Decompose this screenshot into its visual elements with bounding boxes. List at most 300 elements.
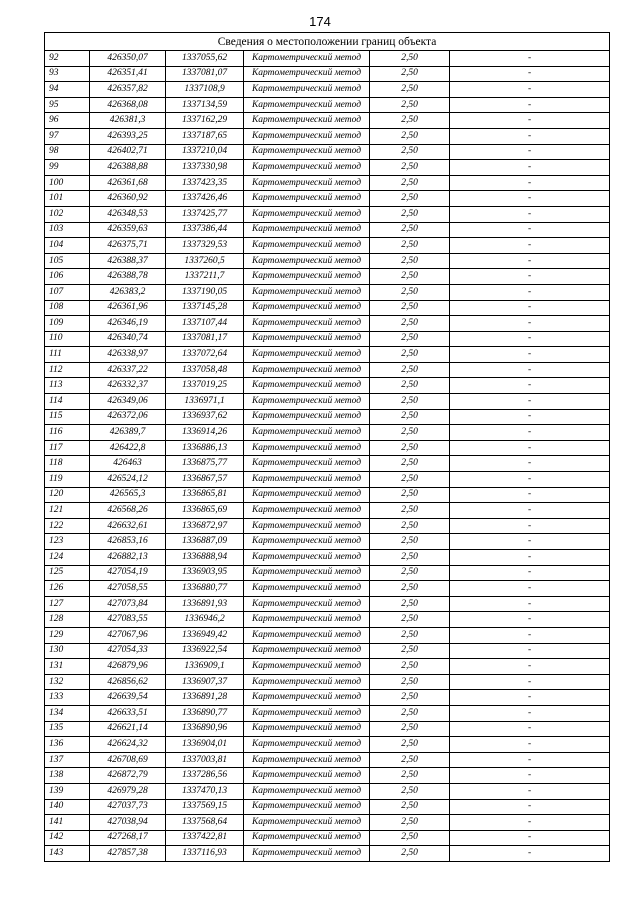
cell-description: - [450,113,610,129]
cell-method: Картометрический метод [244,66,370,82]
cell-y: 1337072,64 [166,347,244,363]
cell-description: - [450,721,610,737]
cell-point: 126 [45,581,90,597]
table-body [45,33,610,862]
cell-description: - [450,815,610,831]
cell-y: 1337386,44 [166,222,244,238]
cell-x: 427067,96 [90,627,166,643]
cell-y: 1337134,59 [166,97,244,113]
cell-accuracy: 2,50 [370,643,450,659]
table-title-row [45,33,610,51]
cell-method: Картометрический метод [244,331,370,347]
cell-y: 1336865,69 [166,503,244,519]
cell-y: 1337425,77 [166,206,244,222]
cell-x: 426350,07 [90,51,166,67]
cell-x: 426351,41 [90,66,166,82]
cell-x: 426853,16 [90,534,166,550]
cell-description: - [450,347,610,363]
cell-point: 107 [45,284,90,300]
cell-x: 426375,71 [90,238,166,254]
cell-method: Картометрический метод [244,518,370,534]
cell-x: 426633,51 [90,705,166,721]
cell-accuracy: 2,50 [370,82,450,98]
cell-method: Картометрический метод [244,550,370,566]
cell-y: 1336907,37 [166,674,244,690]
cell-method: Картометрический метод [244,238,370,254]
cell-y: 1336891,28 [166,690,244,706]
cell-method: Картометрический метод [244,253,370,269]
cell-point: 121 [45,503,90,519]
cell-description: - [450,783,610,799]
table-row [45,160,610,176]
cell-description: - [450,144,610,160]
cell-accuracy: 2,50 [370,284,450,300]
cell-description: - [450,737,610,753]
cell-description: - [450,643,610,659]
cell-point: 106 [45,269,90,285]
table-title: Сведения о местоположении границ объекта [45,33,610,51]
cell-y: 1336888,94 [166,550,244,566]
cell-x: 426565,3 [90,487,166,503]
cell-y: 1336891,93 [166,596,244,612]
cell-x: 426338,97 [90,347,166,363]
cell-point: 130 [45,643,90,659]
cell-accuracy: 2,50 [370,160,450,176]
cell-accuracy: 2,50 [370,783,450,799]
cell-description: - [450,534,610,550]
table-row [45,768,610,784]
cell-accuracy: 2,50 [370,705,450,721]
cell-point: 111 [45,347,90,363]
cell-x: 426872,79 [90,768,166,784]
cell-method: Картометрический метод [244,82,370,98]
cell-accuracy: 2,50 [370,394,450,410]
cell-x: 426388,88 [90,160,166,176]
cell-accuracy: 2,50 [370,409,450,425]
cell-method: Картометрический метод [244,643,370,659]
cell-accuracy: 2,50 [370,300,450,316]
table-row [45,316,610,332]
cell-x: 426632,61 [90,518,166,534]
cell-accuracy: 2,50 [370,534,450,550]
cell-accuracy: 2,50 [370,144,450,160]
table-row [45,253,610,269]
cell-point: 97 [45,128,90,144]
cell-y: 1336937,62 [166,409,244,425]
cell-point: 94 [45,82,90,98]
cell-y: 1336971,1 [166,394,244,410]
cell-method: Картометрический метод [244,752,370,768]
cell-method: Картометрический метод [244,409,370,425]
table-row [45,830,610,846]
cell-point: 119 [45,472,90,488]
cell-point: 93 [45,66,90,82]
cell-method: Картометрический метод [244,440,370,456]
cell-description: - [450,768,610,784]
cell-accuracy: 2,50 [370,66,450,82]
table-row [45,97,610,113]
cell-method: Картометрический метод [244,534,370,550]
cell-description: - [450,128,610,144]
cell-method: Картометрический метод [244,300,370,316]
cell-x: 426340,74 [90,331,166,347]
cell-accuracy: 2,50 [370,472,450,488]
cell-point: 99 [45,160,90,176]
cell-description: - [450,550,610,566]
table-row [45,144,610,160]
cell-y: 1336875,77 [166,456,244,472]
cell-point: 140 [45,799,90,815]
cell-x: 426361,96 [90,300,166,316]
cell-y: 1336872,97 [166,518,244,534]
cell-x: 427857,38 [90,846,166,862]
cell-method: Картометрический метод [244,690,370,706]
cell-method: Картометрический метод [244,596,370,612]
cell-method: Картометрический метод [244,269,370,285]
cell-point: 116 [45,425,90,441]
cell-description: - [450,830,610,846]
cell-y: 1337145,28 [166,300,244,316]
cell-point: 101 [45,191,90,207]
cell-point: 124 [45,550,90,566]
cell-description: - [450,846,610,862]
cell-description: - [450,222,610,238]
cell-description: - [450,440,610,456]
table-row [45,815,610,831]
table-row [45,752,610,768]
cell-x: 426568,26 [90,503,166,519]
cell-y: 1337329,53 [166,238,244,254]
table-row [45,409,610,425]
cell-x: 427058,55 [90,581,166,597]
cell-description: - [450,565,610,581]
cell-point: 134 [45,705,90,721]
cell-point: 129 [45,627,90,643]
cell-point: 143 [45,846,90,862]
table-row [45,596,610,612]
cell-y: 1336865,81 [166,487,244,503]
cell-description: - [450,472,610,488]
table-row [45,51,610,67]
cell-y: 1337162,29 [166,113,244,129]
cell-method: Картометрический метод [244,144,370,160]
cell-point: 117 [45,440,90,456]
cell-x: 426979,28 [90,783,166,799]
cell-method: Картометрический метод [244,113,370,129]
table-row [45,846,610,862]
cell-accuracy: 2,50 [370,113,450,129]
cell-method: Картометрический метод [244,51,370,67]
cell-y: 1337423,35 [166,175,244,191]
cell-method: Картометрический метод [244,737,370,753]
cell-y: 1337108,9 [166,82,244,98]
cell-x: 426361,68 [90,175,166,191]
cell-method: Картометрический метод [244,284,370,300]
cell-description: - [450,269,610,285]
cell-point: 139 [45,783,90,799]
cell-method: Картометрический метод [244,565,370,581]
cell-accuracy: 2,50 [370,690,450,706]
cell-description: - [450,175,610,191]
table-row [45,347,610,363]
cell-x: 426348,53 [90,206,166,222]
cell-accuracy: 2,50 [370,51,450,67]
cell-x: 426879,96 [90,659,166,675]
cell-method: Картометрический метод [244,362,370,378]
cell-x: 427037,73 [90,799,166,815]
cell-point: 127 [45,596,90,612]
cell-point: 92 [45,51,90,67]
cell-point: 131 [45,659,90,675]
table-row [45,331,610,347]
cell-y: 1336886,13 [166,440,244,456]
table-row [45,518,610,534]
cell-method: Картометрический метод [244,659,370,675]
cell-y: 1337187,65 [166,128,244,144]
cell-description: - [450,596,610,612]
table-row [45,581,610,597]
cell-accuracy: 2,50 [370,425,450,441]
cell-y: 1337055,62 [166,51,244,67]
cell-description: - [450,51,610,67]
cell-x: 426422,8 [90,440,166,456]
cell-x: 426463 [90,456,166,472]
table-row [45,472,610,488]
cell-x: 427038,94 [90,815,166,831]
cell-method: Картометрический метод [244,627,370,643]
cell-description: - [450,300,610,316]
table-row [45,269,610,285]
cell-method: Картометрический метод [244,175,370,191]
cell-method: Картометрический метод [244,487,370,503]
cell-accuracy: 2,50 [370,550,450,566]
cell-accuracy: 2,50 [370,846,450,862]
cell-x: 426357,82 [90,82,166,98]
table-row [45,627,610,643]
cell-method: Картометрический метод [244,830,370,846]
table-row [45,175,610,191]
cell-x: 427073,84 [90,596,166,612]
cell-description: - [450,97,610,113]
cell-description: - [450,674,610,690]
cell-method: Картометрический метод [244,705,370,721]
table-row [45,113,610,129]
cell-description: - [450,581,610,597]
cell-x: 426349,06 [90,394,166,410]
cell-description: - [450,378,610,394]
cell-x: 426856,62 [90,674,166,690]
cell-accuracy: 2,50 [370,503,450,519]
cell-point: 123 [45,534,90,550]
cell-description: - [450,409,610,425]
cell-y: 1337019,25 [166,378,244,394]
cell-description: - [450,690,610,706]
cell-description: - [450,425,610,441]
cell-accuracy: 2,50 [370,362,450,378]
cell-x: 426389,7 [90,425,166,441]
cell-point: 137 [45,752,90,768]
cell-y: 1337569,15 [166,799,244,815]
cell-accuracy: 2,50 [370,191,450,207]
table-row [45,284,610,300]
table-row [45,705,610,721]
cell-accuracy: 2,50 [370,674,450,690]
cell-method: Картометрический метод [244,768,370,784]
cell-y: 1336890,96 [166,721,244,737]
cell-y: 1337470,13 [166,783,244,799]
cell-method: Картометрический метод [244,316,370,332]
cell-description: - [450,503,610,519]
cell-accuracy: 2,50 [370,721,450,737]
cell-point: 133 [45,690,90,706]
cell-x: 426402,71 [90,144,166,160]
cell-accuracy: 2,50 [370,222,450,238]
cell-y: 1337260,5 [166,253,244,269]
cell-accuracy: 2,50 [370,752,450,768]
cell-point: 132 [45,674,90,690]
cell-x: 426381,3 [90,113,166,129]
cell-point: 122 [45,518,90,534]
cell-accuracy: 2,50 [370,253,450,269]
table-row [45,238,610,254]
cell-method: Картометрический метод [244,222,370,238]
cell-description: - [450,659,610,675]
cell-accuracy: 2,50 [370,347,450,363]
cell-x: 426337,22 [90,362,166,378]
cell-x: 426359,63 [90,222,166,238]
cell-x: 427268,17 [90,830,166,846]
table-row [45,643,610,659]
cell-point: 96 [45,113,90,129]
table-row [45,659,610,675]
cell-accuracy: 2,50 [370,378,450,394]
table-row [45,378,610,394]
cell-x: 426621,14 [90,721,166,737]
cell-description: - [450,362,610,378]
cell-accuracy: 2,50 [370,768,450,784]
cell-point: 103 [45,222,90,238]
cell-y: 1337116,93 [166,846,244,862]
cell-point: 113 [45,378,90,394]
table-row [45,612,610,628]
cell-description: - [450,799,610,815]
cell-x: 427054,33 [90,643,166,659]
cell-accuracy: 2,50 [370,518,450,534]
cell-x: 426372,06 [90,409,166,425]
cell-point: 118 [45,456,90,472]
cell-method: Картометрический метод [244,128,370,144]
cell-point: 100 [45,175,90,191]
cell-method: Картометрический метод [244,581,370,597]
cell-y: 1336880,77 [166,581,244,597]
cell-accuracy: 2,50 [370,487,450,503]
cell-point: 128 [45,612,90,628]
cell-y: 1337081,17 [166,331,244,347]
cell-method: Картометрический метод [244,721,370,737]
cell-method: Картометрический метод [244,846,370,862]
cell-y: 1336922,54 [166,643,244,659]
cell-method: Картометрический метод [244,799,370,815]
cell-accuracy: 2,50 [370,316,450,332]
cell-y: 1337211,7 [166,269,244,285]
table-row [45,440,610,456]
table-row [45,222,610,238]
cell-accuracy: 2,50 [370,799,450,815]
cell-description: - [450,331,610,347]
cell-accuracy: 2,50 [370,269,450,285]
cell-method: Картометрический метод [244,206,370,222]
table-row [45,674,610,690]
cell-y: 1337190,05 [166,284,244,300]
cell-accuracy: 2,50 [370,206,450,222]
cell-y: 1337107,44 [166,316,244,332]
cell-accuracy: 2,50 [370,97,450,113]
cell-y: 1337003,81 [166,752,244,768]
table-row [45,783,610,799]
cell-y: 1336949,42 [166,627,244,643]
table-row [45,690,610,706]
table-row [45,362,610,378]
cell-x: 426393,25 [90,128,166,144]
cell-x: 426882,13 [90,550,166,566]
cell-point: 109 [45,316,90,332]
table-row [45,487,610,503]
cell-method: Картометрический метод [244,97,370,113]
cell-point: 105 [45,253,90,269]
cell-point: 114 [45,394,90,410]
table-row [45,300,610,316]
cell-method: Картометрический метод [244,815,370,831]
cell-y: 1337568,64 [166,815,244,831]
cell-description: - [450,191,610,207]
cell-method: Картометрический метод [244,674,370,690]
cell-point: 95 [45,97,90,113]
cell-method: Картометрический метод [244,783,370,799]
cell-accuracy: 2,50 [370,627,450,643]
cell-description: - [450,160,610,176]
cell-x: 427054,19 [90,565,166,581]
cell-accuracy: 2,50 [370,659,450,675]
cell-accuracy: 2,50 [370,565,450,581]
cell-y: 1336946,2 [166,612,244,628]
cell-point: 102 [45,206,90,222]
cell-description: - [450,66,610,82]
cell-point: 120 [45,487,90,503]
cell-accuracy: 2,50 [370,830,450,846]
cell-description: - [450,612,610,628]
cell-method: Картометрический метод [244,472,370,488]
page-number: 174 [309,14,331,29]
cell-x: 426524,12 [90,472,166,488]
cell-point: 138 [45,768,90,784]
cell-point: 135 [45,721,90,737]
cell-description: - [450,238,610,254]
cell-point: 98 [45,144,90,160]
cell-x: 426360,92 [90,191,166,207]
cell-x: 426639,54 [90,690,166,706]
cell-y: 1337210,04 [166,144,244,160]
cell-method: Картометрический метод [244,160,370,176]
cell-description: - [450,284,610,300]
cell-accuracy: 2,50 [370,581,450,597]
table-row [45,66,610,82]
cell-accuracy: 2,50 [370,612,450,628]
cell-description: - [450,627,610,643]
table-row [45,206,610,222]
cell-accuracy: 2,50 [370,737,450,753]
cell-x: 426708,69 [90,752,166,768]
cell-description: - [450,253,610,269]
